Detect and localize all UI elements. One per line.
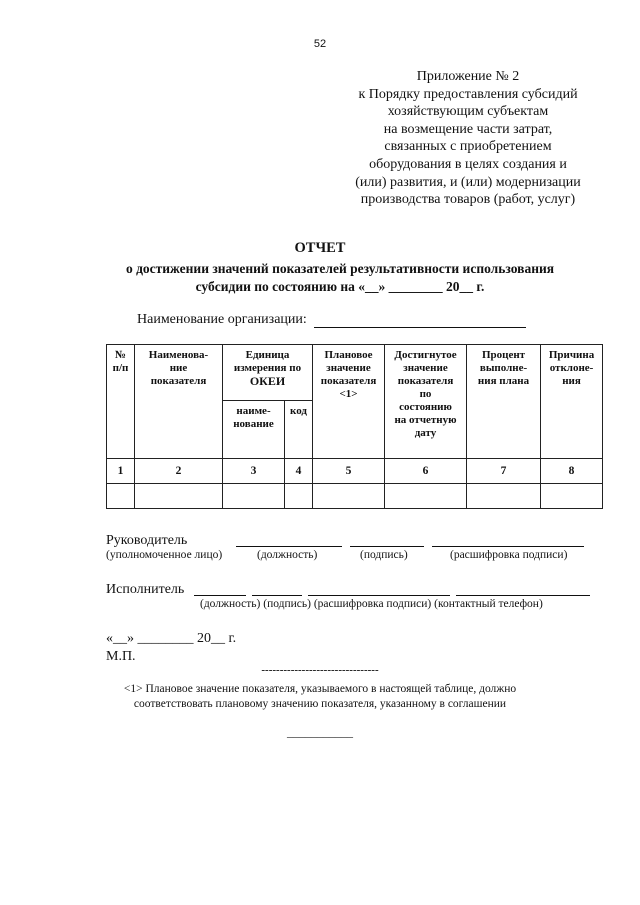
column-number: 1 xyxy=(107,459,135,484)
appendix-line: хозяйствующим субъектам xyxy=(387,104,549,120)
header-text: п/п xyxy=(112,362,129,374)
header-unit xyxy=(223,345,313,401)
caption-signature: (подпись) xyxy=(360,549,408,561)
executor-captions: (должность) (подпись) (расшифровка подписи) (контактный телефон) xyxy=(200,598,543,610)
table-cell[interactable] xyxy=(285,484,313,509)
footnote-line2: соответствовать плановому значению показателя, указанному в соглашении xyxy=(133,698,507,710)
executor-name-line[interactable] xyxy=(308,582,450,596)
header-text: на отчетную xyxy=(394,414,457,426)
page-number: 52 xyxy=(313,38,327,50)
header-text: дату xyxy=(414,427,437,439)
column-number: 5 xyxy=(313,459,385,484)
header-text: отклоне- xyxy=(549,362,594,374)
header-text: показателя xyxy=(320,375,377,387)
header-text: ния плана xyxy=(477,375,530,387)
date-line: «__» ________ 20__ г. xyxy=(106,631,237,646)
column-number: 6 xyxy=(385,459,467,484)
executor-label: Исполнитель xyxy=(106,582,185,597)
header-plan-percent xyxy=(467,345,541,459)
header-unit-code: код xyxy=(285,401,313,459)
header-text: показателя xyxy=(397,375,454,387)
header-text: ОКЕИ xyxy=(249,374,286,388)
report-table xyxy=(106,344,603,509)
report-subtitle-line1: о достижении значений показателей результативности использования xyxy=(125,261,555,276)
stamp-label: М.П. xyxy=(106,649,136,664)
header-text: <1> xyxy=(339,388,358,400)
header-text: Единица xyxy=(245,349,290,361)
head-name-line[interactable] xyxy=(432,533,584,547)
footnote-line1: <1> Плановое значение показателя, указываемого в настоящей таблице, должно xyxy=(123,683,517,695)
appendix-line: на возмещение части затрат, xyxy=(383,121,553,137)
header-text: ние xyxy=(169,362,188,374)
appendix-header xyxy=(318,68,618,209)
table-cell[interactable] xyxy=(541,484,603,509)
header-achieved-value xyxy=(385,345,467,459)
footnote-separator: -------------------------------- xyxy=(261,664,379,676)
head-signature-line[interactable] xyxy=(350,533,424,547)
table-cell[interactable] xyxy=(135,484,223,509)
column-number: 4 xyxy=(285,459,313,484)
column-number: 2 xyxy=(135,459,223,484)
table-cell[interactable] xyxy=(223,484,285,509)
caption-position: (должность) xyxy=(257,549,318,561)
head-position-line[interactable] xyxy=(236,533,342,547)
appendix-line: к Порядку предоставления субсидий xyxy=(358,86,578,102)
header-text: измерения по xyxy=(233,362,302,374)
header-text: Причина xyxy=(548,349,595,361)
column-number: 8 xyxy=(541,459,603,484)
appendix-line: (или) развития, и (или) модернизации xyxy=(355,174,581,190)
header-text: показателя xyxy=(150,375,207,387)
column-number: 7 xyxy=(467,459,541,484)
header-unit-name xyxy=(223,401,285,459)
header-deviation-reason xyxy=(541,345,603,459)
appendix-line: Приложение № 2 xyxy=(416,69,520,84)
column-number: 3 xyxy=(223,459,285,484)
organization-row xyxy=(137,312,526,328)
organization-field[interactable] xyxy=(314,313,526,328)
head-label: Руководитель xyxy=(106,533,188,548)
header-text: Процент xyxy=(481,349,526,361)
header-text: Наименова- xyxy=(148,349,209,361)
header-text: значение xyxy=(326,362,371,374)
table-cell[interactable] xyxy=(385,484,467,509)
header-text: ния xyxy=(562,375,581,387)
table-cell[interactable] xyxy=(313,484,385,509)
header-plan-value xyxy=(313,345,385,459)
header-text: № xyxy=(114,349,127,361)
end-line: ___________ xyxy=(287,725,353,739)
header-num xyxy=(107,345,135,459)
organization-label: Наименование организации: xyxy=(137,312,307,327)
appendix-line: производства товаров (работ, услуг) xyxy=(360,192,576,208)
header-text: выполне- xyxy=(479,362,528,374)
header-text: Плановое xyxy=(324,349,373,361)
report-title: ОТЧЕТ xyxy=(294,240,346,256)
table-cell[interactable] xyxy=(107,484,135,509)
caption-signature-decoding: (расшифровка подписи) xyxy=(450,549,568,561)
table-cell[interactable] xyxy=(467,484,541,509)
header-text: по xyxy=(419,388,432,400)
caption-authorized-person: (уполномоченное лицо) xyxy=(106,549,223,561)
header-text: значение xyxy=(403,362,448,374)
report-subtitle xyxy=(80,260,600,295)
header-text: Достигнутое xyxy=(394,349,457,361)
report-subtitle-line2: субсидии по состоянию на «__» ________ 20__ г. xyxy=(195,278,485,294)
header-indicator-name xyxy=(135,345,223,459)
appendix-line: оборудования в целях создания и xyxy=(369,156,567,172)
executor-position-line[interactable] xyxy=(194,582,246,596)
table-row xyxy=(107,484,603,509)
executor-phone-line[interactable] xyxy=(456,582,590,596)
header-text: нование xyxy=(233,418,274,430)
header-text: наиме- xyxy=(236,405,271,417)
appendix-line: связанных с приобретением xyxy=(384,139,552,155)
header-text: состоянию xyxy=(399,401,452,413)
executor-signature-line[interactable] xyxy=(252,582,302,596)
